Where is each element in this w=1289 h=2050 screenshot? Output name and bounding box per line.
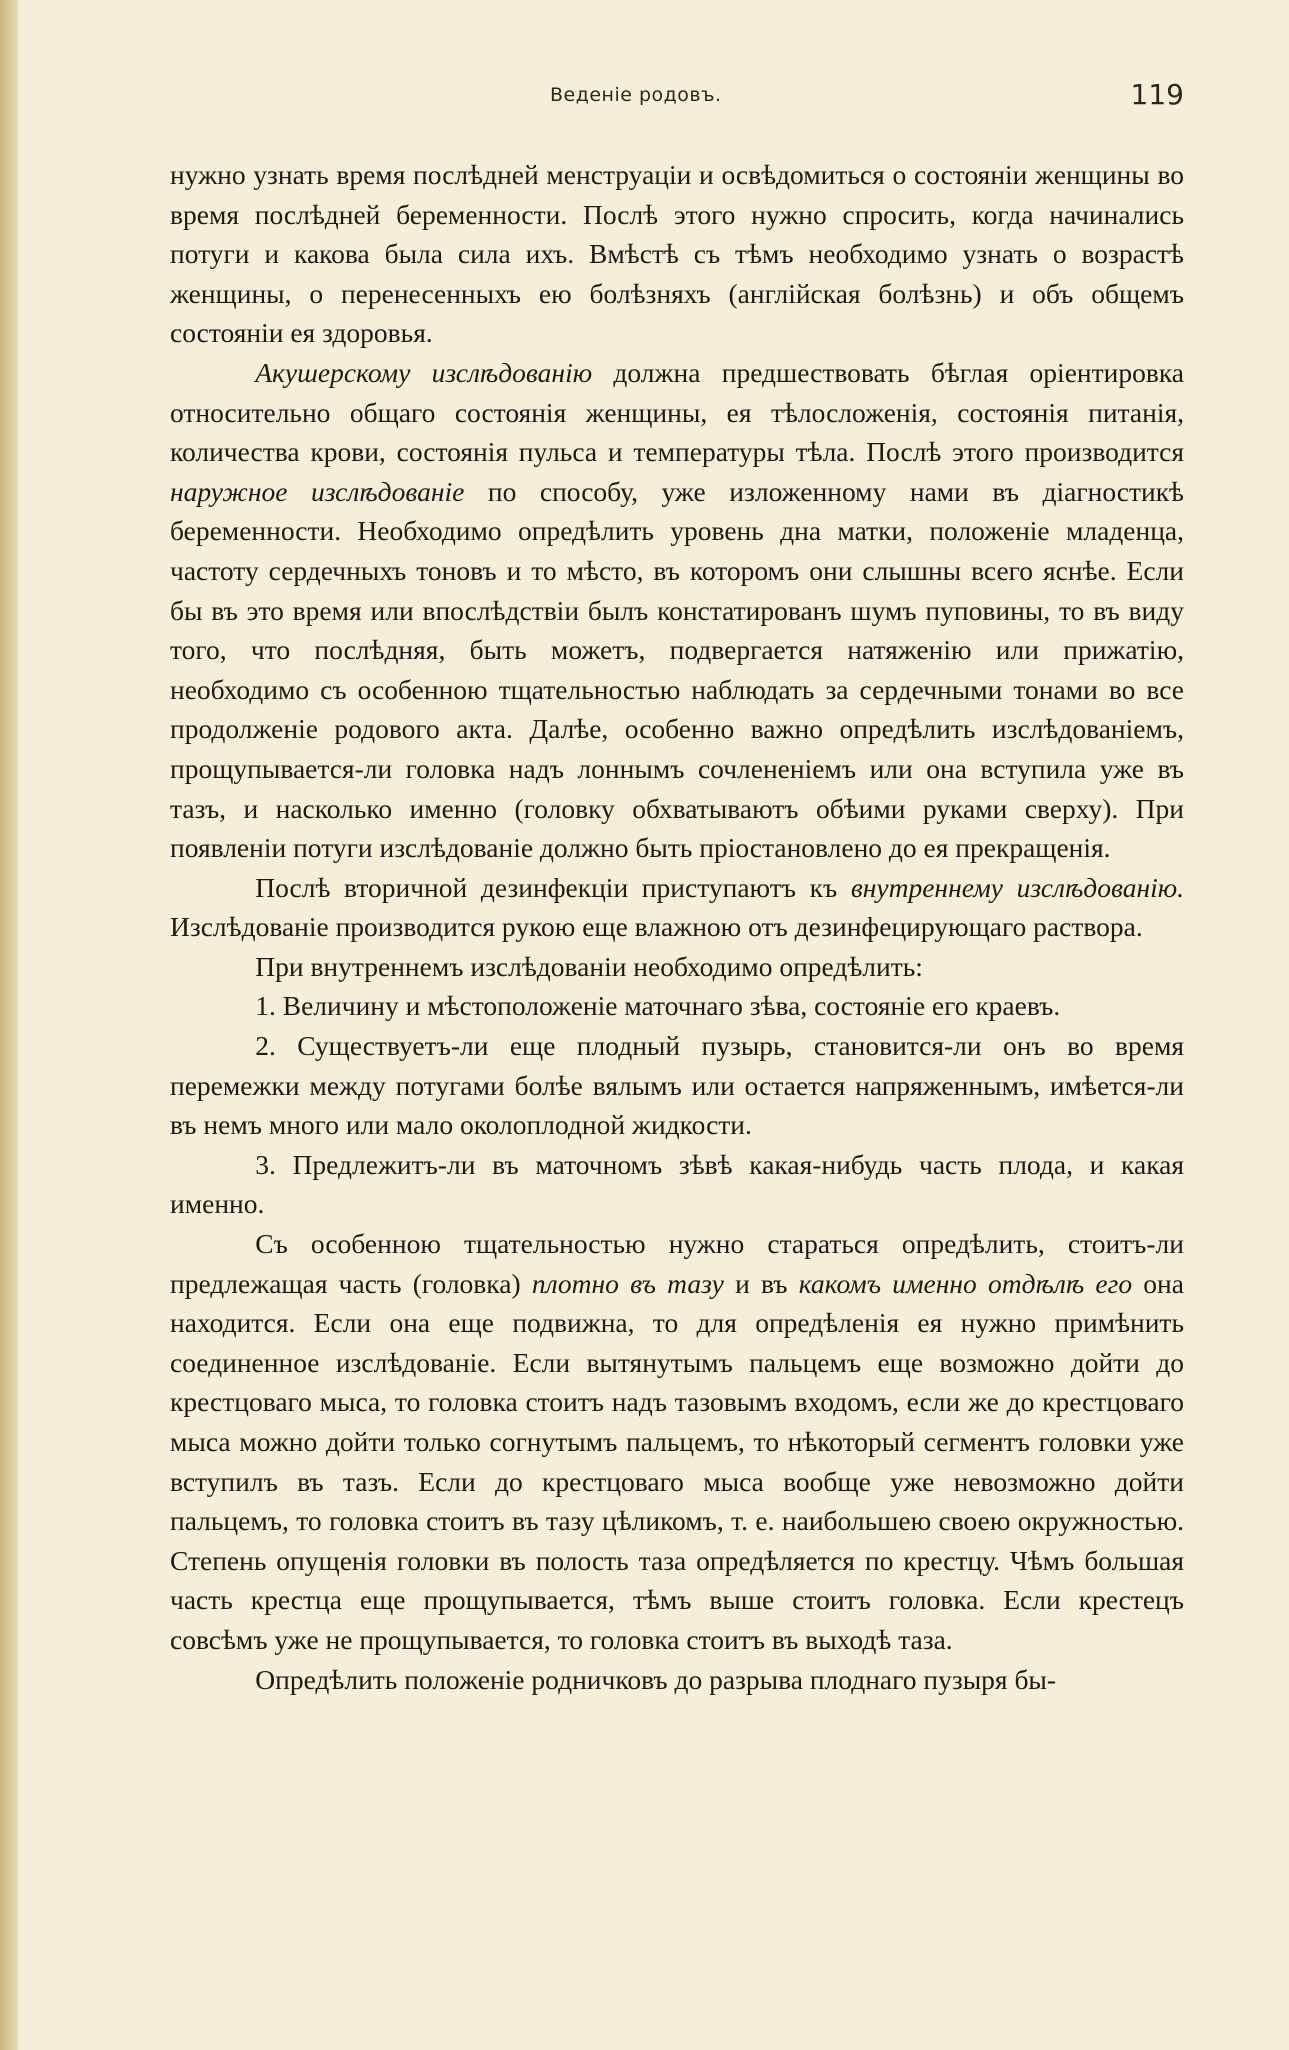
running-head: Веденіе родовъ. bbox=[550, 84, 722, 106]
emphasis: Акушерскому изслѣдованію bbox=[255, 356, 593, 388]
list-item: 1. Величину и мѣстоположеніе маточнаго зѣва, состояніе его краевъ. bbox=[255, 990, 1061, 1022]
paragraph: Послѣ вторичной дезинфекціи приступаютъ къ внутреннему изслѣдованію. Изслѣдованіе производится рукою еще влажною отъ дезинфецирующаго раствора. bbox=[170, 871, 1184, 943]
list-item: 2. Существуетъ-ли еще плодный пузырь, становится-ли онъ во время перемежки между потугами болѣе вялымъ или остается напряженнымъ, имѣется-ли въ немъ много или мало околоплодной жидкости. bbox=[170, 1030, 1184, 1141]
paragraph: Опредѣлить положеніе родничковъ до разрыва плоднаго пузыря бы- bbox=[255, 1663, 1057, 1695]
paragraph: При внутреннемъ изслѣдованіи необходимо опредѣлить: bbox=[255, 950, 923, 982]
emphasis: внутреннему изслѣдованію. bbox=[850, 871, 1184, 903]
list-item: 3. Предлежитъ-ли въ маточномъ зѣвѣ какая-нибудь часть плода, и какая именно. bbox=[170, 1148, 1184, 1220]
page-header bbox=[170, 80, 1184, 120]
paragraph: нужно узнать время послѣдней менструаціи и освѣдомиться о состояніи женщины во время послѣдней беременности. Послѣ этого нужно спросить, когда начинались потуги и какова была сила ихъ. Вмѣстѣ съ тѣмъ необходимо узнать о возрастѣ женщины, о перенесенныхъ ею болѣзняхъ (англійская болѣзнь) и объ общемъ состояніи ея здоровья. bbox=[170, 159, 1184, 349]
emphasis: наружное изслѣдованіе bbox=[170, 475, 465, 507]
emphasis: плотно въ тазу bbox=[531, 1267, 724, 1299]
paragraph: Съ особенною тщательностью нужно стараться опредѣлить, стоитъ-ли предлежащая часть (головка) плотно въ тазу и въ какомъ именно отдѣлѣ его она находится. Если она еще подвижна, то для опредѣленія ея нужно примѣнить соединенное изслѣдованіе. Если вытянутымъ пальцемъ еще возможно дойти до крестцоваго мыса, то головка стоитъ надъ тазовымъ входомъ, если же до крестцоваго мыса можно дойти только согнутымъ пальцемъ, то нѣкоторый сегментъ головки уже вступилъ въ тазъ. Если до крестцоваго мыса вообще уже невозможно дойти пальцемъ, то головка стоитъ въ тазу цѣликомъ, т. е. наибольшею своею окружностью. Степень опущенія головки въ полость таза опредѣляется по крестцу. Чѣмъ большая часть крестца еще прощупывается, тѣмъ выше стоитъ головка. Если крестецъ совсѣмъ уже не прощупывается, то головка стоитъ въ выходѣ таза. bbox=[170, 1228, 1184, 1655]
page-spine-shadow bbox=[0, 0, 18, 2050]
page-number: 119 bbox=[1130, 78, 1184, 111]
emphasis: какомъ именно отдѣлѣ его bbox=[798, 1267, 1133, 1299]
body-text bbox=[170, 155, 1184, 1699]
paragraph: Акушерскому изслѣдованію должна предшествовать бѣглая оріентировка относительно общаго состоянія женщины, ея тѣлосложенія, состоянія питанія, количества крови, состоянія пульса и температуры тѣла. Послѣ этого производится наружное изслѣдованіе по способу, уже изложенному нами въ діагностикѣ беременности. Необходимо опредѣлить уровень дна матки, положеніе младенца, частоту сердечныхъ тоновъ и то мѣсто, въ которомъ они слышны всего яснѣе. Если бы въ это время или впослѣдствіи былъ констатированъ шумъ пуповины, то въ виду того, что послѣдняя, быть можетъ, подвергается натяженію или прижатію, необходимо съ особенною тщательностью наблюдать за сердечными тонами во все продолженіе родового акта. Далѣе, особенно важно опредѣлить изслѣдованіемъ, прощупывается-ли головка надъ лоннымъ сочлененіемъ или она вступила уже въ тазъ, и насколько именно (головку обхватываютъ обѣими руками сверху). При появленіи потуги изслѣдованіе должно быть пріостановлено до ея прекращенія. bbox=[170, 356, 1184, 864]
